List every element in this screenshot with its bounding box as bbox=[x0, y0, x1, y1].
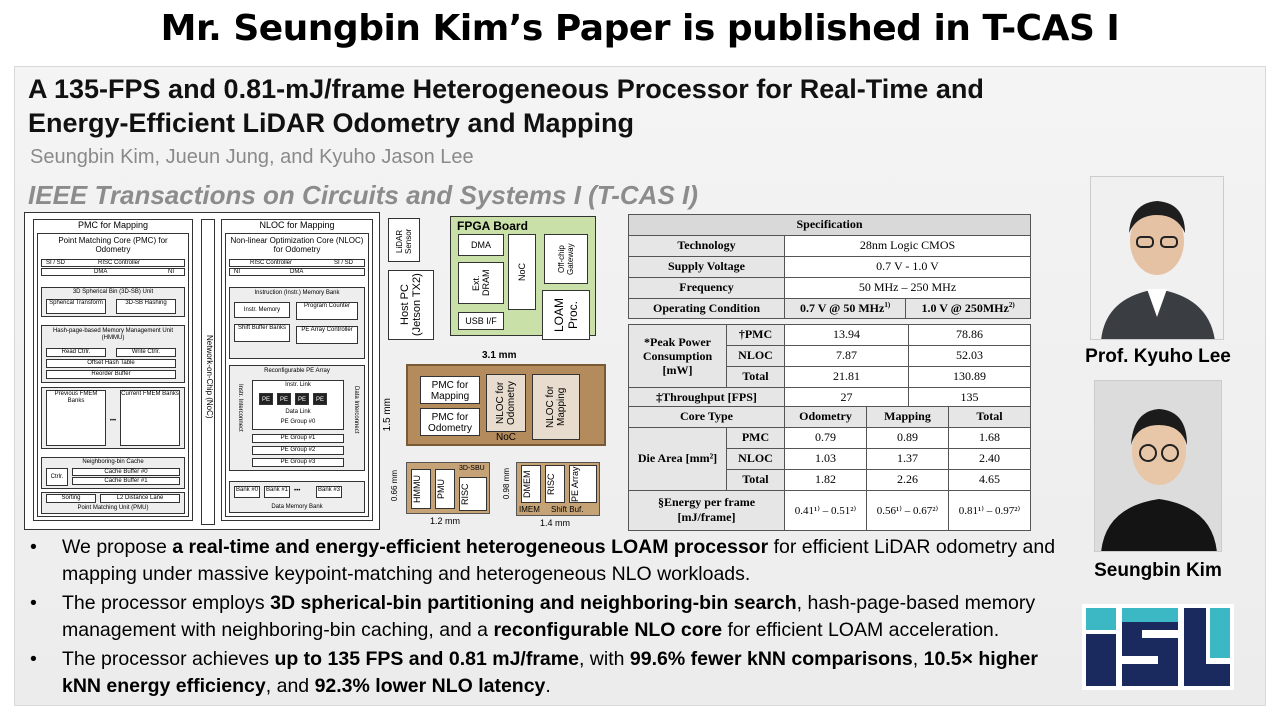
spec-odometry-head: Odometry bbox=[785, 407, 867, 428]
bullet-dot: • bbox=[30, 648, 37, 670]
bullet-1-post: for efficient LiDAR odometry and mapping under massive keypoint-matching and heterogeneous NLO workloads. bbox=[62, 536, 1056, 585]
write-ctrl: Write Ctrlr. bbox=[116, 348, 176, 357]
instr-interconnect: Instr. Interconnect bbox=[237, 384, 243, 432]
spec-freq-label: Frequency bbox=[629, 277, 785, 298]
nloc-ctrl-row bbox=[229, 259, 365, 267]
zoom-pe-array-label: PE Array bbox=[570, 466, 580, 502]
spec-power-label: *Peak Power Consumption [mW] bbox=[629, 325, 727, 388]
zoom2-height: 0.98 mm bbox=[502, 468, 511, 500]
instr-bank-box bbox=[229, 287, 365, 359]
paper-title bbox=[28, 72, 1208, 140]
pmc-risc-ctrl: RISC Controller bbox=[98, 260, 141, 266]
spec-thr-label: ‡Throughput [FPS] bbox=[629, 387, 785, 408]
pe-cell-1: PE bbox=[259, 393, 273, 405]
bullet-list bbox=[30, 534, 1070, 700]
zoom-pmu bbox=[435, 469, 455, 509]
pmc-si-sd: SI / SD bbox=[46, 260, 66, 266]
spec-op-a-text: 0.7 V @ 50 MHz bbox=[799, 301, 885, 315]
spec-nloc-label: NLOC bbox=[727, 345, 785, 366]
pe-group2: PE Group #2 bbox=[252, 446, 344, 455]
bullet-2-mid: , hash-page-based memory management with neighboring-bin caching, and a bbox=[62, 592, 1036, 641]
zoom-pe-array bbox=[569, 465, 597, 503]
zoom-dmem-label: DMEM bbox=[522, 470, 532, 498]
zoom1-height: 0.66 mm bbox=[390, 470, 399, 502]
pmc-zoom bbox=[406, 462, 490, 514]
prof-photo bbox=[1090, 176, 1224, 340]
fpga-noc bbox=[508, 234, 536, 310]
pmc-ctrl-row bbox=[41, 259, 185, 267]
chip-die bbox=[406, 364, 606, 446]
die-noc: NoC bbox=[495, 432, 516, 443]
die-pmc-odometry: PMC for Odometry bbox=[420, 408, 480, 436]
paper-title-line1: A 135-FPS and 0.81-mJ/frame Heterogeneous Processor for Real-Time and bbox=[28, 74, 984, 104]
spec-table-lower bbox=[628, 324, 1031, 409]
bullet-3-mid3: , and bbox=[265, 675, 315, 697]
instr-link: Instr. Link bbox=[285, 382, 311, 388]
pe-array-ctrl: PE Array Controller bbox=[296, 326, 358, 344]
bullet-2 bbox=[30, 590, 1070, 644]
data-mem-label: Data Memory Bank bbox=[271, 504, 323, 510]
bullet-2-text: The processor employs bbox=[62, 592, 271, 614]
pe-group0: PE Group #0 bbox=[280, 419, 316, 425]
nbr-cache-label: Neighboring-bin Cache bbox=[82, 459, 144, 465]
bank1: Bank #1 bbox=[264, 486, 290, 498]
zoom-dmem bbox=[521, 465, 541, 503]
cache-buf0: Cache Buffer #0 bbox=[72, 468, 180, 476]
spec-thr-b: 135 bbox=[909, 387, 1031, 408]
bullet-3-bold1: up to 135 FPS and 0.81 mJ/frame bbox=[274, 648, 579, 670]
zoom-risc2-label: RISC bbox=[546, 473, 556, 495]
spec-d-pmc-label: PMC bbox=[727, 427, 785, 448]
zoom-imem: IMEM bbox=[519, 505, 540, 514]
offchip-gateway bbox=[544, 234, 588, 284]
bank-dots: ••• bbox=[294, 488, 301, 494]
die-nloc-odometry-label: NLOC for Odometry bbox=[495, 381, 517, 425]
curr-fmem: Current FMEM Banks bbox=[120, 390, 180, 446]
spec-d-pmc-odo: 0.79 bbox=[785, 427, 867, 448]
spec-mapping-head: Mapping bbox=[867, 407, 949, 428]
bullet-dot: • bbox=[30, 592, 37, 614]
spec-energy-label: §Energy per frame [mJ/frame] bbox=[629, 490, 785, 530]
nbr-cache-box bbox=[41, 457, 185, 489]
spec-die-label: Die Area [mm²] bbox=[629, 427, 727, 490]
chip-height: 1.5 mm bbox=[382, 398, 393, 432]
spec-freq-value: 50 MHz – 250 MHz bbox=[785, 277, 1031, 298]
fpga-dma: DMA bbox=[458, 234, 504, 256]
spec-d-total-tot: 4.65 bbox=[949, 469, 1031, 490]
bullet-3-bold3: 10.5× higher kNN energy efficiency bbox=[62, 648, 1038, 697]
pmu-box bbox=[41, 492, 185, 514]
ext-dram bbox=[458, 262, 504, 304]
spec-d-pmc-tot: 1.68 bbox=[949, 427, 1031, 448]
spec-op-b-sup: 2) bbox=[1008, 301, 1015, 309]
spec-op-b bbox=[906, 298, 1031, 319]
spec-op-a bbox=[785, 298, 906, 319]
bullet-3-bold4: 92.3% lower NLO latency bbox=[314, 675, 546, 697]
zoom-hmmu-label: HMMU bbox=[412, 475, 422, 503]
sbu-label: 3D Spherical Bin (3D-SB) Unit bbox=[72, 289, 154, 295]
nloc-core-label: Non-linear Optimization Core (NLOC) for Odometry bbox=[230, 236, 364, 254]
reconf-pe-box bbox=[229, 365, 365, 471]
bank0: Bank #0 bbox=[234, 486, 260, 498]
zoom-sbu: 3D-SBU bbox=[459, 465, 485, 472]
zoom-hmmu bbox=[411, 469, 431, 509]
spec-supply-label: Supply Voltage bbox=[629, 256, 785, 277]
bullet-3-post: . bbox=[545, 675, 551, 697]
pmc-header: PMC for Mapping bbox=[77, 220, 149, 230]
spec-nloc-b: 52.03 bbox=[909, 345, 1031, 366]
bullet-2-bold1: 3D spherical-bin partitioning and neighboring-bin search bbox=[270, 592, 797, 614]
pe-cell-3: PE bbox=[295, 393, 309, 405]
instr-memory: Instr. Memory bbox=[234, 302, 290, 318]
spec-nloc-a: 7.87 bbox=[785, 345, 909, 366]
nloc-zoom bbox=[516, 462, 600, 516]
shift-buffer-banks: Shift Buffer Banks bbox=[234, 324, 290, 342]
spec-supply-value: 0.7 V - 1.0 V bbox=[785, 256, 1031, 277]
fmem-dots: ••• bbox=[109, 418, 117, 424]
isl-logo-icon bbox=[1082, 604, 1234, 690]
spec-d-nloc-tot: 2.40 bbox=[949, 448, 1031, 469]
cache-buf1: Cache Buffer #1 bbox=[72, 477, 180, 485]
chip-micrograph bbox=[382, 348, 612, 530]
zoom-risc-label: RISC bbox=[460, 483, 470, 505]
chip-width: 3.1 mm bbox=[482, 350, 517, 361]
fmem-box bbox=[41, 387, 185, 449]
student-portrait-icon bbox=[1095, 381, 1222, 552]
spec-op-label: Operating Condition bbox=[629, 298, 785, 319]
spec-pmc-b: 78.86 bbox=[909, 325, 1031, 346]
pe-group1: PE Group #1 bbox=[252, 434, 344, 443]
read-ctrl: Read Ctrlr. bbox=[46, 348, 106, 357]
lidar-sensor-label: LiDAR Sensor bbox=[395, 228, 413, 254]
nloc-dma: DMA bbox=[290, 269, 304, 275]
spec-energy-map: 0.56¹⁾ – 0.67²⁾ bbox=[867, 490, 949, 530]
spec-d-nloc-map: 1.37 bbox=[867, 448, 949, 469]
fpga-noc-label: NoC bbox=[517, 263, 527, 282]
pe-cell-4: PE bbox=[313, 393, 327, 405]
architecture-diagram bbox=[24, 212, 380, 530]
hmmu-box bbox=[41, 325, 185, 383]
nloc-si-sd: SI / SD bbox=[334, 260, 354, 266]
paper-authors: Seungbin Kim, Jueun Jung, and Kyuho Jason Lee bbox=[30, 146, 474, 168]
student-photo bbox=[1094, 380, 1222, 552]
bullet-1-text: We propose bbox=[62, 536, 173, 558]
nloc-risc-ctrl: RISC Controller bbox=[250, 260, 293, 266]
bank3: Bank #3 bbox=[316, 486, 342, 498]
loam-proc-label: LOAM Proc. bbox=[552, 298, 580, 333]
zoom-risc2 bbox=[545, 465, 565, 503]
data-mem-box bbox=[229, 481, 365, 513]
host-pc bbox=[388, 270, 434, 340]
bullet-3-text: The processor achieves bbox=[62, 648, 275, 670]
spec-thr-a: 27 bbox=[785, 387, 909, 408]
die-nloc-mapping bbox=[532, 374, 580, 440]
sb-hashing: 3D-SB Hashing bbox=[116, 299, 176, 314]
pmc-ni: NI bbox=[168, 269, 174, 275]
program-counter: Program Counter bbox=[296, 302, 358, 320]
bullet-2-bold2: reconfigurable NLO core bbox=[493, 619, 723, 641]
zoom-risc bbox=[459, 477, 487, 511]
loam-proc bbox=[542, 290, 590, 340]
offset-hash: Offset Hash Table bbox=[46, 359, 176, 368]
bullet-1 bbox=[30, 534, 1070, 588]
spec-energy-odo: 0.41¹⁾ – 0.51²⁾ bbox=[785, 490, 867, 530]
data-interconnect: Data Interconnect bbox=[353, 386, 359, 434]
zoom-pmu-label: PMU bbox=[436, 479, 446, 499]
spec-total-label: Total bbox=[727, 366, 785, 387]
journal-name: IEEE Transactions on Circuits and Systems I (T-CAS I) bbox=[28, 180, 698, 210]
nloc-header: NLOC for Mapping bbox=[259, 220, 335, 230]
pmc-core-label: Point Matching Core (PMC) for Odometry bbox=[58, 236, 168, 254]
spec-table-die bbox=[628, 406, 1031, 531]
spec-pmc-a: 13.94 bbox=[785, 325, 909, 346]
spec-energy-tot: 0.81¹⁾ – 0.97²⁾ bbox=[949, 490, 1031, 530]
l2-lane: L2 Distance Lane bbox=[100, 494, 180, 503]
spec-d-pmc-map: 0.89 bbox=[867, 427, 949, 448]
zoom-shift-buf: Shift Buf. bbox=[551, 505, 584, 514]
zoom2-width: 1.4 mm bbox=[540, 518, 571, 528]
spec-table bbox=[628, 214, 1031, 319]
pe-cell-2: PE bbox=[277, 393, 291, 405]
student-caption: Seungbin Kim bbox=[1094, 560, 1222, 581]
usb-if: USB I/F bbox=[458, 312, 504, 330]
bullet-3-bold2: 99.6% fewer kNN comparisons bbox=[629, 648, 913, 670]
headline: Mr. Seungbin Kim’s Paper is published in T-CAS I bbox=[160, 8, 1120, 49]
prof-portrait-icon bbox=[1091, 177, 1224, 340]
spec-op-a-sup: 1) bbox=[884, 301, 891, 309]
cache-ctrlr: Ctrlr. bbox=[46, 468, 68, 486]
bullet-dot: • bbox=[30, 536, 37, 558]
die-pmc-mapping: PMC for Mapping bbox=[420, 376, 480, 404]
sorting: Sorting bbox=[46, 494, 96, 503]
bullet-3-mid2: , bbox=[912, 648, 924, 670]
ext-dram-label: Ext. DRAM bbox=[471, 269, 491, 297]
die-nloc-mapping-label: NLOC for Mapping bbox=[545, 385, 567, 429]
spec-core-type: Core Type bbox=[629, 407, 785, 428]
offchip-gateway-label: Off-chip Gateway bbox=[557, 243, 575, 275]
pmc-dma: DMA bbox=[94, 269, 108, 275]
spec-header: Specification bbox=[629, 215, 1031, 236]
fpga-board-label: FPGA Board bbox=[457, 219, 528, 233]
spec-technology-value: 28nm Logic CMOS bbox=[785, 235, 1031, 256]
prof-caption: Prof. Kyuho Lee bbox=[1085, 346, 1231, 367]
spec-total-head: Total bbox=[949, 407, 1031, 428]
spec-d-total-odo: 1.82 bbox=[785, 469, 867, 490]
spec-total-a: 21.81 bbox=[785, 366, 909, 387]
pe-group0-box bbox=[252, 380, 344, 430]
spec-technology-label: Technology bbox=[629, 235, 785, 256]
prev-fmem: Previous FMEM Banks bbox=[46, 390, 106, 446]
spec-d-total-map: 2.26 bbox=[867, 469, 949, 490]
pmu-label: Point Matching Unit (PMU) bbox=[77, 505, 149, 511]
nloc-dma-row bbox=[229, 268, 365, 276]
bullet-2-post: for efficient LOAM acceleration. bbox=[722, 619, 1000, 641]
nloc-ni: NI bbox=[234, 269, 240, 275]
fpga-setup-diagram bbox=[386, 214, 600, 344]
paper-title-line2: Energy-Efficient LiDAR Odometry and Mapping bbox=[28, 108, 635, 138]
die-nloc-odometry bbox=[486, 374, 526, 432]
hmmu-label: Hash-page-based Memory Management Unit (HMMU) bbox=[52, 328, 174, 341]
data-link: Data Link bbox=[285, 409, 311, 415]
instr-bank-label: Instruction (Instr.) Memory Bank bbox=[254, 290, 340, 296]
lidar-sensor bbox=[388, 218, 420, 262]
spec-op-b-text: 1.0 V @ 250MHz bbox=[921, 301, 1009, 315]
pmc-dma-row bbox=[41, 268, 185, 276]
sph-transform: Spherical Transform bbox=[46, 299, 106, 314]
bullet-3-mid: , with bbox=[578, 648, 630, 670]
spec-d-nloc-odo: 1.03 bbox=[785, 448, 867, 469]
host-pc-label: Host PC (Jetson TX2) bbox=[399, 273, 423, 337]
noc-label: Network-on-Chip (NoC) bbox=[205, 335, 214, 419]
spec-total-b: 130.89 bbox=[909, 366, 1031, 387]
pe-group3: PE Group #3 bbox=[252, 458, 344, 467]
bullet-1-bold: a real-time and energy-efficient heterogeneous LOAM processor bbox=[172, 536, 769, 558]
reconf-pe-label: Reconfigurable PE Array bbox=[264, 368, 330, 374]
bullet-3 bbox=[30, 646, 1070, 700]
spec-pmc-label: †PMC bbox=[727, 325, 785, 346]
sbu-box bbox=[41, 287, 185, 317]
spec-d-total-label: Total bbox=[727, 469, 785, 490]
zoom1-width: 1.2 mm bbox=[430, 516, 461, 526]
reorder-buffer: Reorder Buffer bbox=[46, 370, 176, 379]
spec-d-nloc-label: NLOC bbox=[727, 448, 785, 469]
